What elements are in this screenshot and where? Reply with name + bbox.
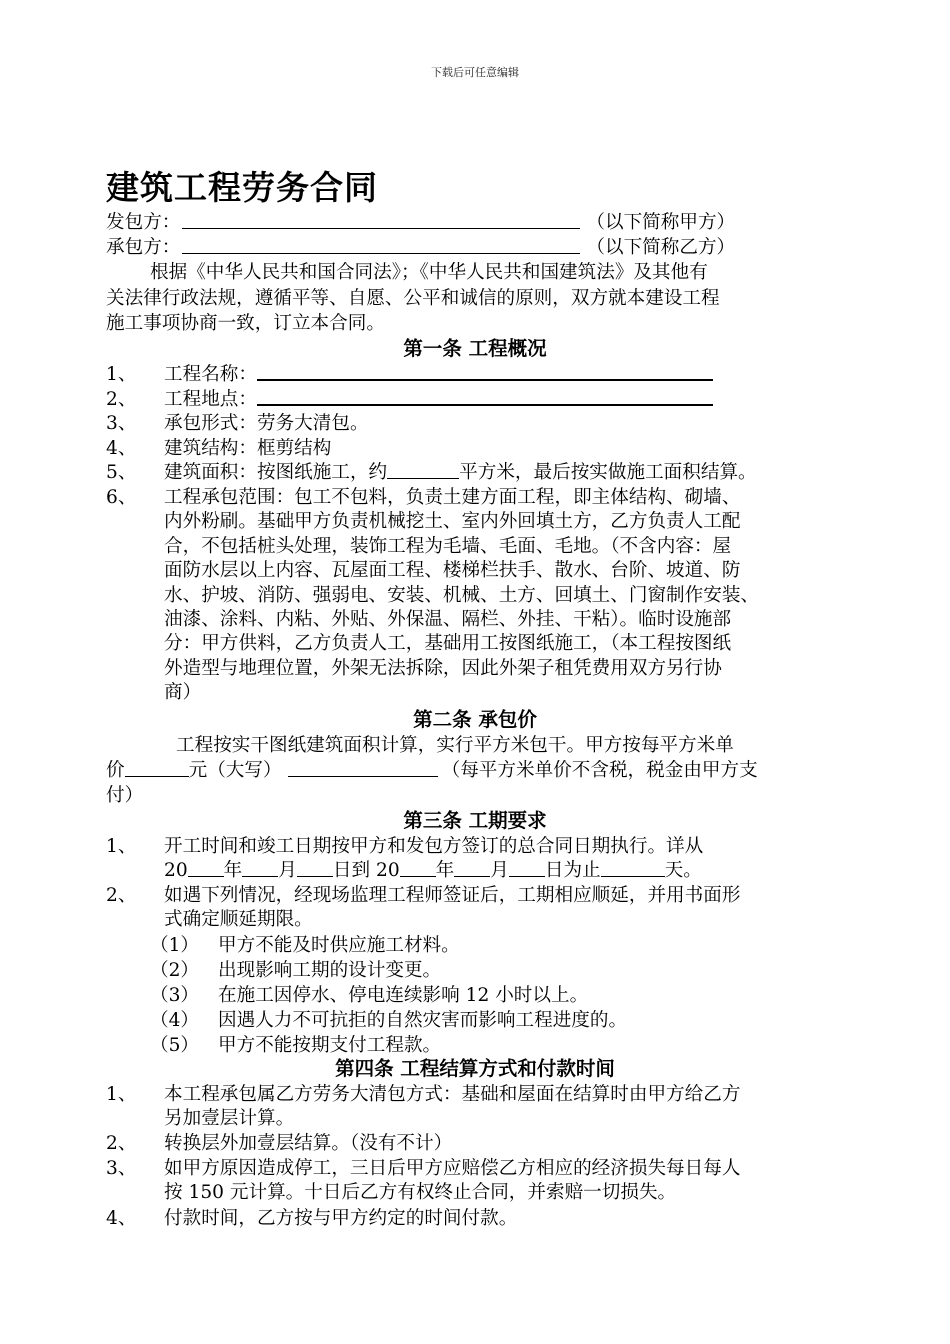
- party-a-line: [106, 211, 735, 235]
- price-words-label: 元（大写）: [188, 760, 282, 781]
- party-b-blank: [182, 236, 580, 254]
- header-note: 下载后可任意编辑: [431, 66, 519, 79]
- contract-title: 建筑工程劳务合同: [106, 168, 378, 207]
- party-b-label: 承包方：: [106, 237, 181, 258]
- month-label: 月: [490, 860, 509, 882]
- sub-item: [150, 1034, 442, 1058]
- item-text: 转换层外加壹层结算。（没有不计）: [164, 1133, 453, 1154]
- article-1-heading: 第一条 工程概况: [403, 337, 547, 360]
- item-number: 3、: [106, 1158, 137, 1179]
- item-number: 5、: [106, 462, 137, 483]
- unit-price-blank: [125, 759, 189, 777]
- sub-item: [150, 934, 460, 958]
- end-month-blank: [454, 859, 490, 877]
- sub-item-text: 甲方不能按期支付工程款。: [218, 1035, 442, 1056]
- price-note: （每平方米单价不含税，税金由甲方支: [441, 760, 758, 781]
- party-b-line: [106, 236, 735, 260]
- article-2-heading: 第二条 承包价: [413, 708, 537, 731]
- sub-item-text: 甲方不能及时供应施工材料。: [218, 935, 460, 956]
- settlement-line: 另加壹层计算。: [164, 1108, 295, 1130]
- party-a-suffix: （以下简称甲方）: [586, 212, 736, 233]
- intro-line: 关法律行政法规，遵循平等、自愿、公平和诚信的原则，双方就本建设工程: [106, 288, 720, 309]
- scope-line: 油漆、涂料、内粘、外贴、外保温、隔栏、外挂、干粘）。临时设施部: [164, 609, 732, 631]
- project-location-label: 工程地点：: [164, 389, 257, 410]
- year-label: 年: [223, 860, 243, 882]
- scope-text: [164, 486, 876, 706]
- compensation-line: 如甲方原因造成停工，三日后甲方应赔偿乙方相应的经济损失每日每人: [164, 1158, 741, 1179]
- price-label: 价: [106, 760, 125, 781]
- start-month-blank: [242, 859, 278, 877]
- party-a-blank: [182, 211, 580, 229]
- party-b-suffix: （以下简称乙方）: [586, 237, 736, 258]
- sub-item: [150, 984, 589, 1008]
- item-number: 1、: [106, 364, 137, 385]
- area-text-pre: 建筑面积：按图纸施工，约: [164, 462, 388, 483]
- day-until-label: 日为止: [544, 860, 601, 882]
- area-blank: [387, 461, 459, 479]
- party-a-label: 发包方：: [106, 212, 181, 233]
- sub-item-text: 出现影响工期的设计变更。: [218, 960, 442, 981]
- schedule-dates-line: [164, 859, 876, 883]
- project-location-blank: [257, 388, 713, 406]
- end-year-blank: [400, 859, 436, 877]
- item-number: 3、: [106, 413, 137, 434]
- end-day-blank: [509, 859, 545, 877]
- sub-item-number: （1）: [150, 935, 200, 956]
- scope-line: 商）: [164, 682, 202, 704]
- intro-line: 施工事项协商一致，订立本合同。: [106, 313, 385, 334]
- item-number: 4、: [106, 438, 137, 459]
- item-text: 付款时间，乙方按与甲方约定的时间付款。: [164, 1208, 518, 1229]
- item-text: 建筑结构：框剪结构: [164, 438, 332, 459]
- sub-item-text: 因遇人力不可抗拒的自然灾害而影响工程进度的。: [218, 1010, 628, 1031]
- schedule-line: 开工时间和竣工日期按甲方和发包方签订的总合同日期执行。详从: [164, 836, 704, 857]
- settlement-line: 本工程承包属乙方劳务大清包方式：基础和屋面在结算时由甲方给乙方: [164, 1084, 741, 1105]
- sub-item-number: （5）: [150, 1035, 200, 1056]
- days-label: 天。: [664, 860, 702, 882]
- start-year-blank: [188, 859, 224, 877]
- item-number: 4、: [106, 1208, 137, 1229]
- extension-line: 式确定顺延期限。: [164, 909, 313, 931]
- year-label: 年: [435, 860, 455, 882]
- project-name-blank: [257, 363, 713, 381]
- days-blank: [601, 859, 665, 877]
- area-text-post: 平方米，最后按实做施工面积结算。: [459, 462, 757, 483]
- sub-item-number: （3）: [150, 985, 200, 1006]
- project-name-label: 工程名称：: [164, 364, 257, 385]
- start-day-blank: [297, 859, 333, 877]
- item-number: 2、: [106, 885, 137, 906]
- scope-line: 工程承包范围：包工不包料，负责土建方面工程，即主体结构、砌墙、: [164, 487, 741, 508]
- item-number: 1、: [106, 836, 137, 857]
- intro-line: 根据《中华人民共和国合同法》；《中华人民共和国建筑法》及其他有: [150, 262, 708, 283]
- compensation-line: 按 150 元计算。十日后乙方有权终止合同，并索赔一切损失。: [164, 1182, 677, 1204]
- month-label: 月: [278, 860, 297, 882]
- price-line: 付）: [106, 785, 144, 806]
- extension-line: 如遇下列情况，经现场监理工程师签证后，工期相应顺延，并用书面形: [164, 885, 741, 906]
- sub-item: [150, 1009, 628, 1033]
- price-line: [106, 759, 758, 783]
- scope-line: 外造型与地理位置，外架无法拆除，因此外架子租凭费用双方另行协: [164, 657, 722, 679]
- sub-item: [150, 959, 442, 983]
- year-prefix: 20: [164, 860, 188, 882]
- price-line: 工程按实干图纸建筑面积计算，实行平方米包干。甲方按每平方米单: [176, 735, 734, 756]
- item-number: 6、: [106, 487, 137, 508]
- scope-line: 水、护坡、消防、强弱电、安装、机械、土方、回填土、门窗制作安装、: [164, 584, 760, 606]
- scope-line: 分：甲方供料，乙方负责人工，基础用工按图纸施工，（本工程按图纸: [164, 633, 732, 655]
- item-number: 1、: [106, 1084, 137, 1105]
- sub-item-number: （2）: [150, 960, 200, 981]
- scope-line: 面防水层以上内容、瓦屋面工程、楼梯栏扶手、散水、台阶、坡道、防: [164, 560, 741, 582]
- item-number: 2、: [106, 1133, 137, 1154]
- scope-line: 内外粉刷。基础甲方负责机械挖土、室内外回填土方，乙方负责人工配: [164, 511, 741, 533]
- price-words-blank: [288, 759, 438, 777]
- sub-item-number: （4）: [150, 1010, 200, 1031]
- item-text: 承包形式：劳务大清包。: [164, 413, 369, 434]
- item-number: 2、: [106, 389, 137, 410]
- scope-line: 合，不包括桩头处理，装饰工程为毛墙、毛面、毛地。（不含内容：屋: [164, 535, 732, 557]
- article-3-heading: 第三条 工期要求: [403, 809, 547, 832]
- day-to-label: 日到 20: [332, 860, 400, 882]
- sub-item-text: 在施工因停水、停电连续影响 12 小时以上。: [218, 985, 589, 1006]
- article-4-heading: 第四条 工程结算方式和付款时间: [335, 1057, 615, 1080]
